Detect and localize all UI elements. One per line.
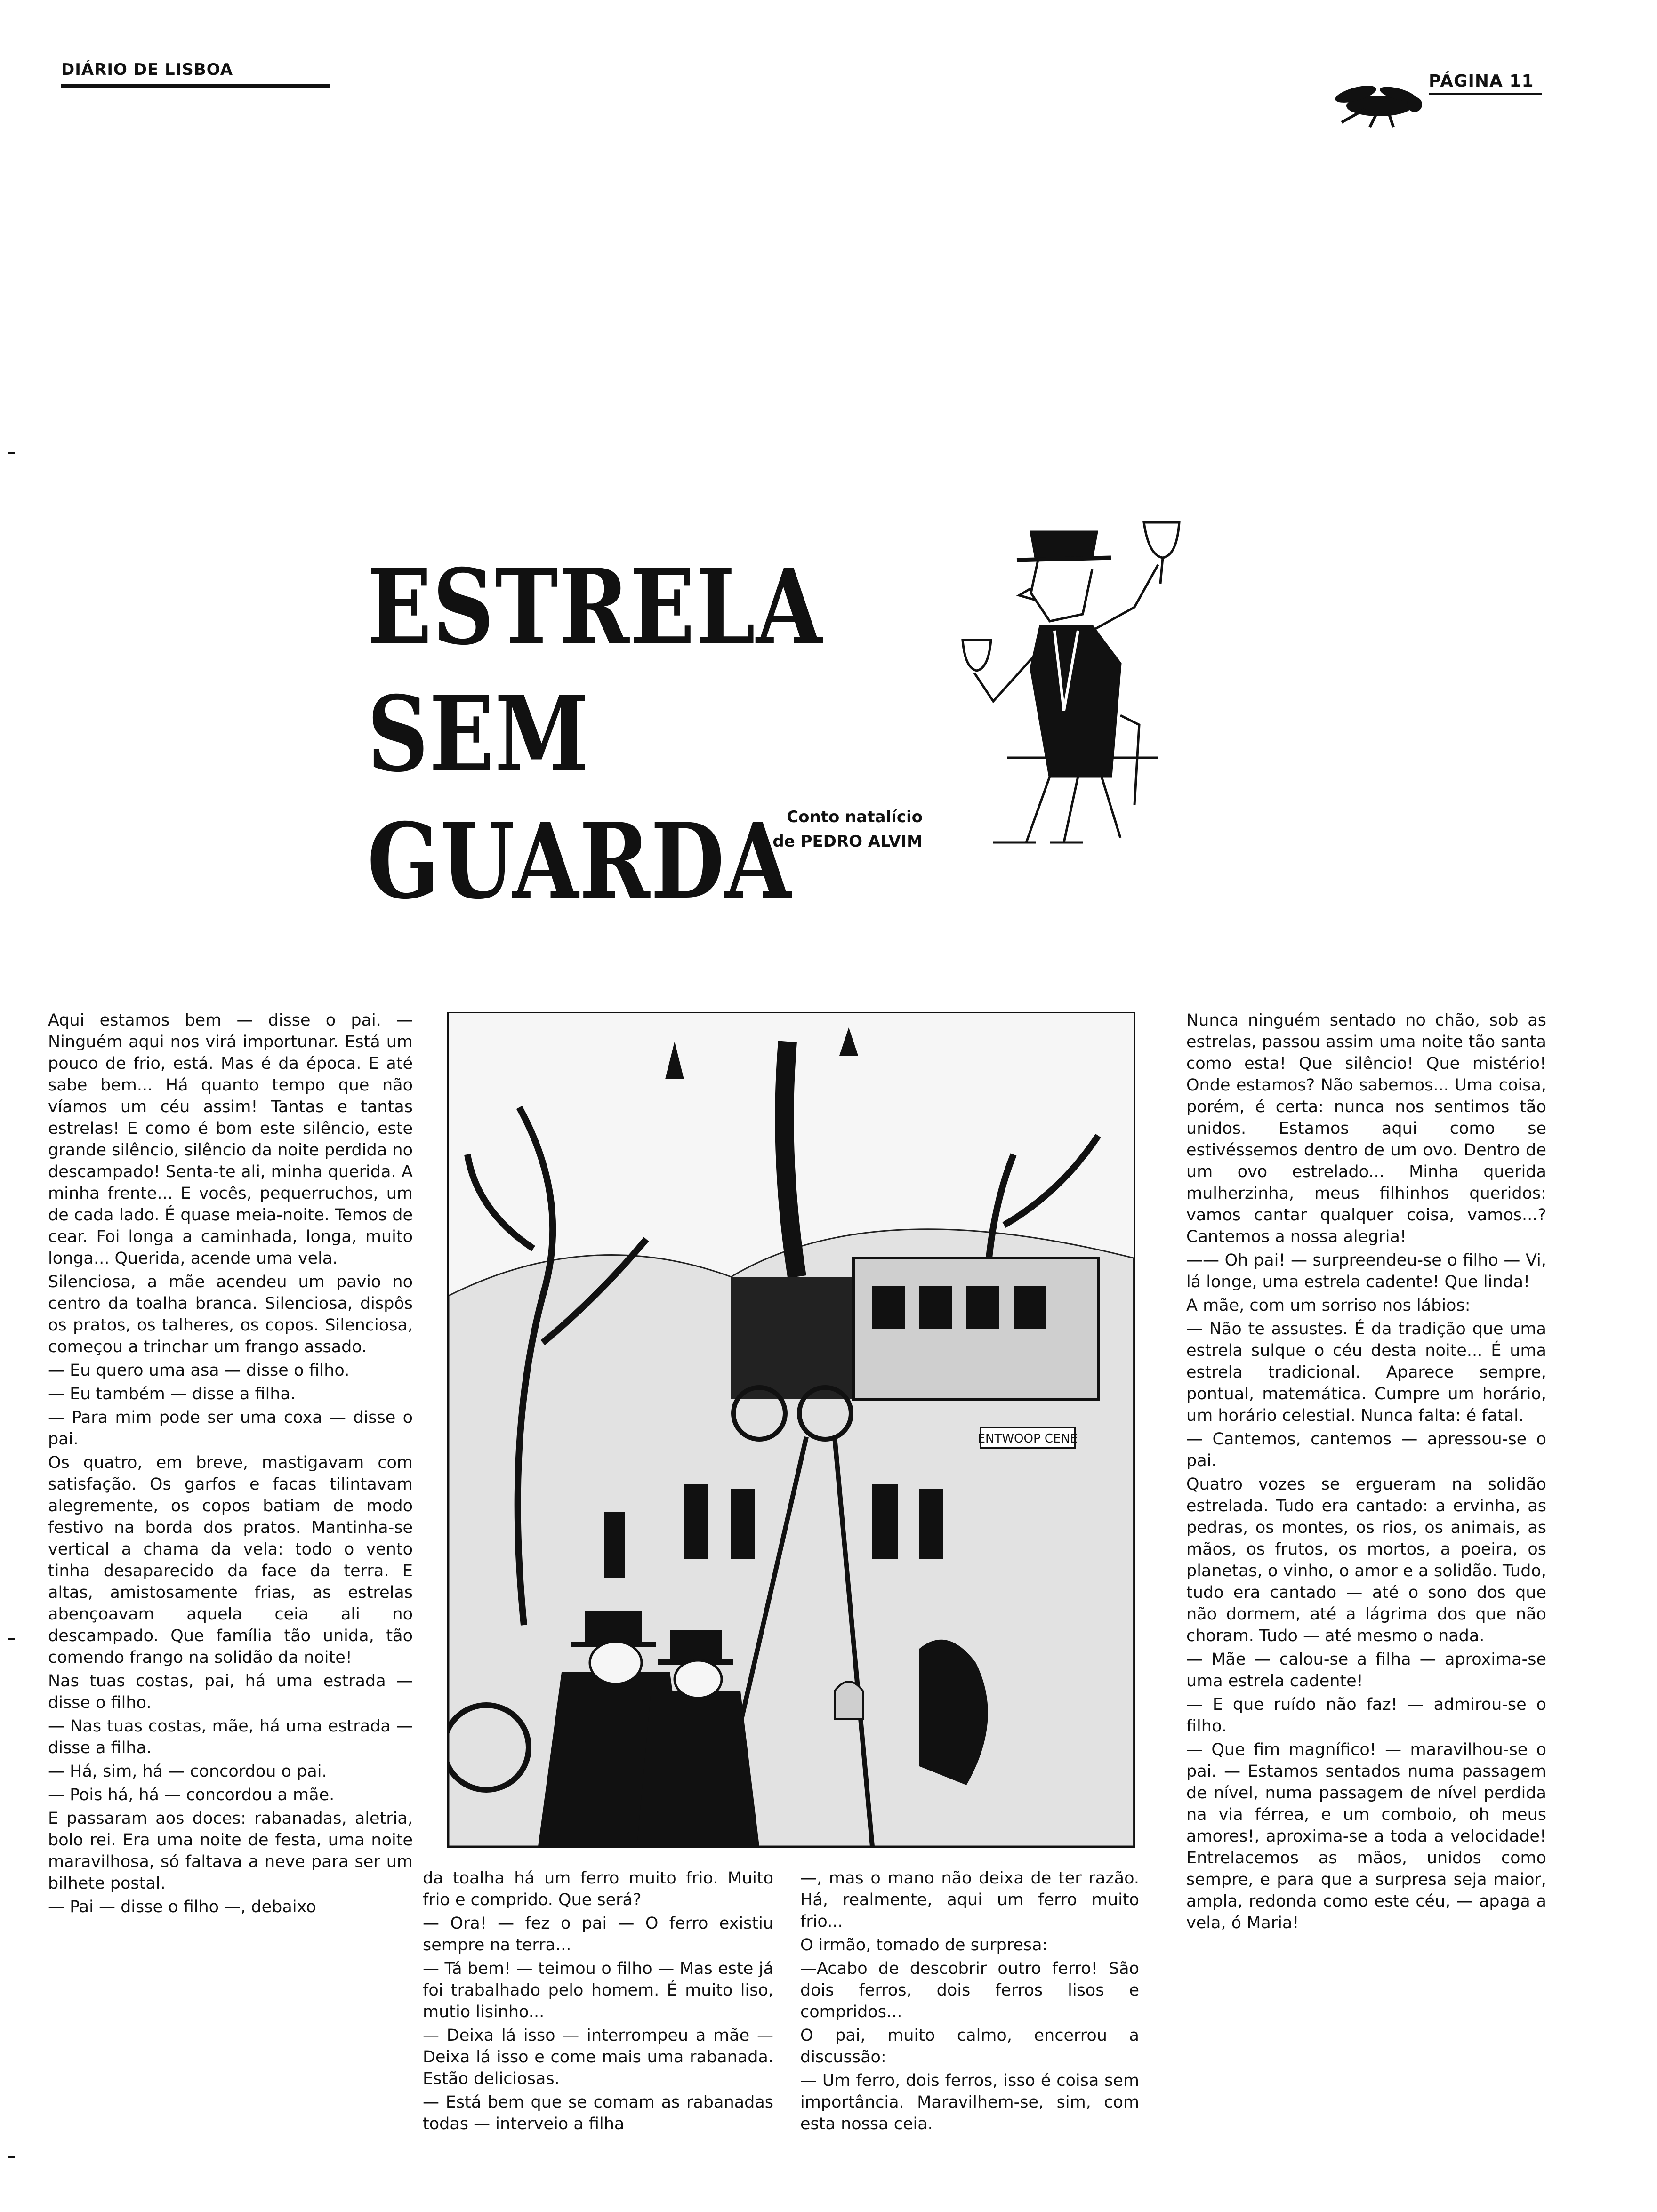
paragraph: — Tá bem! — teimou o filho — Mas este já foi trabalhado pelo homem. É muito liso, mutio lisinho... [423,1959,773,2021]
text-column-1 [48,1010,413,1920]
paragraph: Quatro vozes se ergueram na solidão estrelada. Tudo era cantado: a ervinha, as pedras, os montes, os rios, os animais, as mãos, os frutos, os mortos, a poeira, os planetas, o vinho, o amor e a solidão. Tudo, tudo era cantado — até o sono dos que não dormem, até a lágrima dos que não choram. Tudo — até mesmo o nada. [1186,1475,1546,1645]
paragraph: da toalha há um ferro muito frio. Muito frio e comprido. Que será? [423,1869,773,1909]
fly-icon [1323,80,1431,132]
paragraph: — Nas tuas costas, mãe, há uma estrada — disse a filha. [48,1717,413,1757]
paragraph: —Acabo de descobrir outro ferro! São dois ferros, dois ferros lisos e compridos... [800,1959,1139,2021]
title-line-1: ESTRELA [367,546,823,668]
paragraph: — Deixa lá isso — interrompeu a mãe — Deixa lá isso e come mais uma rabanada. Estão deliciosas. [423,2026,773,2088]
margin-mark [8,2156,15,2158]
paragraph: E passaram aos doces: rabanadas, aletria, bolo rei. Era uma noite de festa, uma noite maravilhosa, só faltava a neve para ser um bilhete postal. [48,1809,413,1893]
paragraph: O pai, muito calmo, encerrou a discussão: [800,2026,1139,2067]
paragraph: — Pois há, há — concordou a mãe. [48,1786,335,1804]
crossing-sign: ENTWOOP CENE [977,1432,1078,1446]
margin-mark [8,452,15,454]
man-with-glass-illustration [923,513,1215,852]
paragraph: — Cantemos, cantemos — apressou-se o pai. [1186,1430,1546,1470]
byline-line-1: Conto natalício [787,808,923,826]
paragraph: —, mas o mano não deixa de ter razão. Há, realmente, aqui um ferro muito frio... [800,1869,1139,1931]
paragraph: A mãe, com um sorriso nos lábios: [1186,1296,1471,1315]
byline-line-2: de PEDRO ALVIM [772,832,923,851]
paragraph: O irmão, tomado de surpresa: [800,1936,1048,1955]
scene-illustration [447,1012,1135,1848]
paragraph: — Há, sim, há — concordou o pai. [48,1762,327,1781]
newspaper-name: DIÁRIO DE LISBOA [61,60,233,79]
paragraph: — Um ferro, dois ferros, isso é coisa sem importância. Maravilhem-se, sim, com esta nossa ceia. [800,2071,1139,2133]
text-column-2 [423,1867,773,2137]
page-number: PÁGINA 11 [1429,72,1534,91]
paragraph: — Eu quero uma asa — disse o filho. [48,1361,350,1380]
paragraph: — Eu também — disse a filha. [48,1385,296,1403]
page-number-rule [1429,93,1542,95]
text-column-3 [800,1867,1139,2137]
paragraph: — Pai — disse o filho —, debaixo [48,1898,316,1916]
margin-mark [8,1638,15,1640]
text-column-4 [1186,1010,1546,1936]
paragraph: — Está bem que se comam as rabanadas todas — interveio a filha [423,2093,773,2133]
paragraph: —— Oh pai! — surpreendeu-se o filho — Vi, lá longe, uma estrela cadente! Que linda! [1186,1251,1546,1291]
paragraph: — Ora! — fez o pai — O ferro existiu sempre na terra... [423,1914,773,1955]
paragraph: Aqui estamos bem — disse o pai. — Ninguém aqui nos virá importunar. Está um pouco de frio, está. Mas é da época. E até sabe bem... Há quanto tempo que não víamos um céu assim! Tantas e tantas estrelas! E como é bom este silêncio, este grande silêncio, silêncio da noite perdida no descampado! Senta-te ali, minha querida. A minha frente... E vocês, pequerruchos, um de cada lado. É quase meia-noite. Temos de cear. Foi longa a caminhada, longa, muito longa... Querida, acende uma vela. [48,1011,413,1268]
paragraph: Os quatro, em breve, mastigavam com satisfação. Os garfos e facas tilintavam alegremente, os copos batiam de modo festivo na borda dos pratos. Mantinha-se vertical a chama da vela: todo o vento tinha desaparecido da face da terra. E altas, amistosamente frias, as estrelas abençoavam aquela ceia ali no descampado. Que família tão unida, tão comendo frango na solidão da noite! [48,1453,413,1667]
paragraph: Nunca ninguém sentado no chão, sob as estrelas, passou assim uma noite tão santa como esta! Que silêncio! Que mistério! Onde estamos? Não sabemos... Uma coisa, porém, é certa: nunca nos sentimos tão unidos. Estamos aqui como se estivéssemos dentro de um ovo. Dentro de um ovo estrelado... Minha querida mulherzinha, meus filhinhos queridos: vamos cantar qualquer coisa, vamos...? Cantemos a nossa alegria! [1186,1011,1546,1246]
paragraph: Nas tuas costas, pai, há uma estrada — disse o filho. [48,1672,413,1712]
paragraph: — Que fim magnífico! — maravilhou-se o pai. — Estamos sentados numa passagem de nível, numa passagem de nível perdida na via férrea, e um comboio, oh meus amores!, aproxima-se a toda a velocidade! Entrelacemos as mãos, unidos como sempre, e para que a surpresa seja maior, ampla, redonda como este céu, — apaga a vela, ó Maria! [1186,1740,1546,1932]
paragraph: Silenciosa, a mãe acendeu um pavio no centro da toalha branca. Silenciosa, dispôs os pratos, os talheres, os copos. Silenciosa, começou a trinchar um frango assado. [48,1273,413,1356]
paragraph: — Mãe — calou-se a filha — aproxima-se uma estrela cadente! [1186,1650,1546,1691]
paragraph: — Para mim pode ser uma coxa — disse o pai. [48,1408,413,1449]
paragraph: — Não te assustes. É da tradição que uma estrela sulque o céu desta noite... É uma estrela tradicional. Aparece sempre, pontual, matemática. Cumpre um horário, um horário celestial. Nunca falta: é fatal. [1186,1320,1546,1425]
paragraph: — E que ruído não faz! — admirou-se o filho. [1186,1695,1546,1736]
article-title [367,544,850,925]
title-line-2: SEM GUARDA [367,673,792,922]
masthead-rule [61,84,330,88]
article-byline [687,805,923,854]
